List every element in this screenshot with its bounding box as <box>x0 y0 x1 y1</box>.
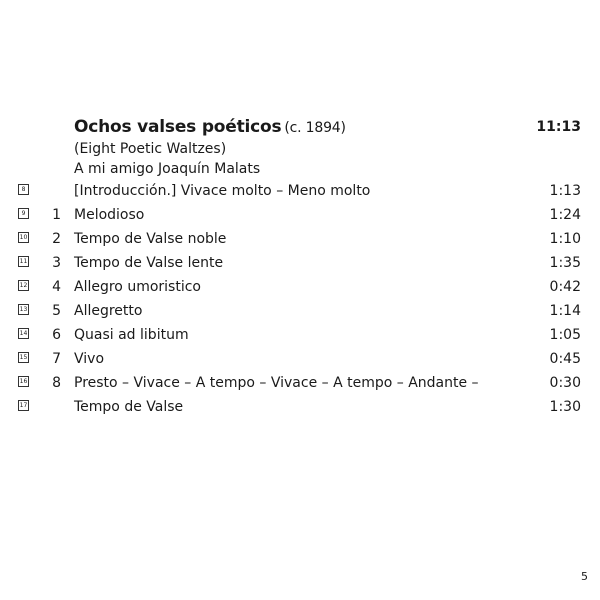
track-duration: 0:42 <box>549 279 581 295</box>
track-number-box: 10 <box>19 234 28 241</box>
track-duration: 1:05 <box>549 327 581 343</box>
track-title: Tempo de Valse lente <box>74 255 224 271</box>
track-number-box: 17 <box>19 402 28 409</box>
track-title: Tempo de Valse <box>74 399 184 415</box>
track-list <box>0 180 600 420</box>
track-duration: 1:30 <box>549 399 581 415</box>
track-title: Presto – Vivace – A tempo – Vivace – A tempo – Andante – <box>74 375 479 391</box>
work-dedication: A mi amigo Joaquín Malats <box>74 161 261 177</box>
work-title-line <box>74 117 346 137</box>
track-row <box>0 300 600 324</box>
track-duration: 1:10 <box>549 231 581 247</box>
track-duration: 0:30 <box>549 375 581 391</box>
track-number-box: 13 <box>19 306 28 313</box>
movement-number: 8 <box>52 375 61 391</box>
track-title: Allegretto <box>74 303 143 319</box>
track-duration: 1:35 <box>549 255 581 271</box>
track-row <box>0 228 600 252</box>
movement-number: 3 <box>52 255 61 271</box>
work-subtitle: (Eight Poetic Waltzes) <box>74 141 227 157</box>
movement-number: 1 <box>52 207 61 223</box>
track-title: Vivo <box>74 351 105 367</box>
track-row <box>0 372 600 396</box>
track-title: Quasi ad libitum <box>74 327 189 343</box>
movement-number: 2 <box>52 231 61 247</box>
track-duration: 1:14 <box>549 303 581 319</box>
track-row <box>0 324 600 348</box>
track-row <box>0 204 600 228</box>
track-row <box>0 348 600 372</box>
work-header <box>0 117 600 177</box>
track-number-box: 9 <box>18 208 29 219</box>
track-number-box: 12 <box>19 282 28 289</box>
track-title: Melodioso <box>74 207 145 223</box>
track-duration: 1:24 <box>549 207 581 223</box>
track-number-box: 8 <box>18 184 29 195</box>
track-title: [Introducción.] Vivace molto – Meno molto <box>74 183 371 199</box>
work-title: Ochos valses poéticos <box>74 117 282 137</box>
page-number: 5 <box>581 570 588 583</box>
movement-number: 4 <box>52 279 61 295</box>
track-row <box>0 180 600 204</box>
track-duration: 0:45 <box>549 351 581 367</box>
track-title: Allegro umoristico <box>74 279 201 295</box>
track-row <box>0 276 600 300</box>
track-duration: 1:13 <box>549 183 581 199</box>
work-total-duration: 11:13 <box>536 119 581 135</box>
track-row <box>0 252 600 276</box>
track-row <box>0 396 600 420</box>
track-number-box: 16 <box>19 378 28 385</box>
work-date: (c. 1894) <box>284 120 346 136</box>
movement-number: 5 <box>52 303 61 319</box>
movement-number: 6 <box>52 327 61 343</box>
track-number-box: 14 <box>19 330 28 337</box>
track-number-box: 15 <box>19 354 28 361</box>
track-title: Tempo de Valse noble <box>74 231 227 247</box>
track-number-box: 11 <box>19 258 28 265</box>
movement-number: 7 <box>52 351 61 367</box>
